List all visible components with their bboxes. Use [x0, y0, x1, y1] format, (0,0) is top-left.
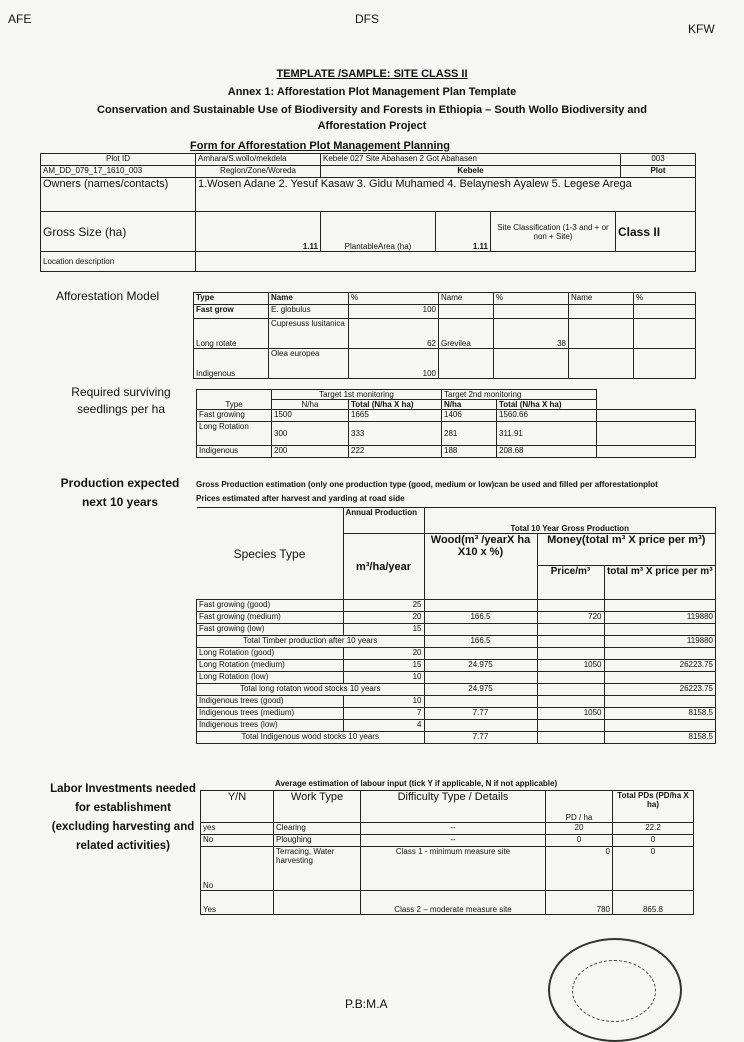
seedlings-cell: 208.68	[497, 446, 597, 458]
model-header: Name	[439, 293, 494, 305]
owners-label: Owners (names/contacts)	[41, 178, 196, 212]
model-cell: Cupresuss lusitanica	[269, 319, 349, 349]
production-price	[537, 720, 604, 732]
production-wood: 166.5	[424, 636, 537, 648]
labor-header: Y/N	[201, 791, 274, 823]
production-species: Fast growing (good)	[197, 600, 344, 612]
plot-id-value: AM_DD_079_17_1610_003	[41, 166, 196, 178]
seedlings-cell: 222	[349, 446, 442, 458]
plot-table	[40, 153, 696, 272]
labor-total: 22.2	[613, 823, 694, 835]
plot-id-label: Plot ID	[41, 154, 196, 166]
model-header: Type	[194, 293, 269, 305]
region-value: Amhara/S.wollo/mekdela	[196, 154, 321, 166]
seedlings-cell: 1406	[442, 410, 497, 422]
location-label: Location description	[41, 252, 196, 272]
production-money: 119880	[604, 636, 716, 648]
model-cell	[634, 319, 696, 349]
seedlings-cell: 300	[272, 422, 349, 446]
labor-table	[200, 790, 694, 915]
production-wood	[424, 648, 537, 660]
seedlings-cell: Indigenous	[197, 446, 272, 458]
production-money	[604, 600, 716, 612]
model-table	[193, 292, 696, 379]
seedlings-sub: N/ha	[272, 400, 349, 410]
production-annual: 10	[343, 672, 424, 684]
header-center: DFS	[355, 12, 379, 26]
model-header: %	[494, 293, 569, 305]
seedlings-cell	[597, 410, 696, 422]
official-stamp-inner	[572, 960, 656, 1022]
money-label: Money(total m³ X price per m³)	[537, 534, 716, 566]
labor-pd: 20	[546, 823, 613, 835]
labor-detail: Class 2 – moderate measure site	[361, 891, 546, 915]
production-annual: 15	[343, 624, 424, 636]
production-wood	[424, 672, 537, 684]
total-production-label: Total 10 Year Gross Production	[424, 508, 716, 534]
model-cell: Grevilea	[439, 319, 494, 349]
labor-detail: --	[361, 823, 546, 835]
model-cell: 38	[494, 319, 569, 349]
plot-label: Plot	[621, 166, 696, 178]
form-title: Form for Afforestation Plot Management Planning	[190, 140, 450, 152]
production-species: Fast growing (low)	[197, 624, 344, 636]
seedlings-table	[196, 389, 696, 458]
gross-size-value: 1.11	[196, 212, 321, 252]
model-cell: E. globulus	[269, 305, 349, 319]
production-wood	[424, 696, 537, 708]
location-value	[196, 252, 696, 272]
production-total-label: Total Indigenous wood stocks 10 years	[197, 732, 425, 744]
seedlings-cell: 333	[349, 422, 442, 446]
seedlings-sub: Total (N/ha X ha)	[497, 400, 597, 410]
header-left: AFE	[8, 12, 32, 26]
model-cell: 100	[349, 305, 439, 319]
seedlings-label: Required surviving seedlings per ha	[71, 385, 171, 416]
model-cell: Olea europea	[269, 349, 349, 379]
seedlings-blank	[597, 400, 696, 410]
seedlings-cell: 188	[442, 446, 497, 458]
total-price-label: total m³ X price per m³	[604, 566, 716, 600]
model-cell	[439, 305, 494, 319]
production-annual: 10	[343, 696, 424, 708]
labor-work: Terracing, Water harvesting	[274, 847, 361, 891]
production-total-label: Total Timber production after 10 years	[197, 636, 425, 648]
production-species: Fast growing (medium)	[197, 612, 344, 624]
labor-total: 865.8	[613, 891, 694, 915]
production-wood: 7.77	[424, 732, 537, 744]
labor-work	[274, 891, 361, 915]
production-money	[604, 648, 716, 660]
model-cell: Fast grow	[194, 305, 269, 319]
production-table	[196, 507, 716, 744]
seedlings-h2: Target 2nd monitoring	[442, 390, 597, 400]
production-wood	[424, 600, 537, 612]
wood-label: Wood(m³ /yearX ha X10 x %)	[424, 534, 537, 600]
labor-total: 0	[613, 835, 694, 847]
production-price: 1050	[537, 708, 604, 720]
site-class-label: Site Classification (1-3 and + or non + Site)	[491, 212, 616, 252]
labor-header: PD / ha	[546, 791, 613, 823]
model-cell	[634, 305, 696, 319]
seedlings-cell	[597, 446, 696, 458]
project-title-1: Conservation and Sustainable Use of Biodiversity and Forests in Ethiopia – South Wollo Biodiversity and	[97, 104, 647, 116]
production-money: 26223.75	[604, 684, 716, 696]
model-cell	[569, 305, 634, 319]
labor-header: Work Type	[274, 791, 361, 823]
production-annual: 4	[343, 720, 424, 732]
price-label: Price/m³	[537, 566, 604, 600]
labor-yn: yes	[201, 823, 274, 835]
model-header: %	[634, 293, 696, 305]
production-wood: 166.5	[424, 612, 537, 624]
production-annual: 15	[343, 660, 424, 672]
production-money: 119880	[604, 612, 716, 624]
labor-detail: --	[361, 835, 546, 847]
production-species: Long Rotation (good)	[197, 648, 344, 660]
labor-detail: Class 1 - minimum measure site	[361, 847, 546, 891]
production-wood: 24.975	[424, 660, 537, 672]
unit-label: m³/ha/year	[343, 534, 424, 600]
model-cell	[494, 349, 569, 379]
production-price	[537, 696, 604, 708]
production-price: 1050	[537, 660, 604, 672]
annex-title: Annex 1: Afforestation Plot Management Plan Template	[227, 86, 517, 98]
model-cell	[494, 305, 569, 319]
model-cell: Indigenous	[194, 349, 269, 379]
labor-pd: 0	[546, 847, 613, 891]
production-money: 26223.75	[604, 660, 716, 672]
labor-work: Clearing	[274, 823, 361, 835]
labor-yn: No	[201, 835, 274, 847]
seedlings-cell: Fast growing	[197, 410, 272, 422]
production-price	[537, 636, 604, 648]
plantable-value: 1.11	[436, 212, 491, 252]
model-header: Name	[569, 293, 634, 305]
seedlings-sub: Type	[197, 400, 272, 410]
model-cell	[569, 319, 634, 349]
production-price	[537, 648, 604, 660]
model-header: Name	[269, 293, 349, 305]
labor-yn: No	[201, 847, 274, 891]
production-wood: 24.975	[424, 684, 537, 696]
model-cell: 100	[349, 349, 439, 379]
model-label: Afforestation Model	[56, 289, 160, 303]
production-label: Production expected next 10 years	[60, 476, 180, 509]
production-price	[537, 600, 604, 612]
production-total-label: Total long rotaton wood stocks 10 years	[197, 684, 425, 696]
seedlings-sub: N/ha	[442, 400, 497, 410]
production-species: Long Rotation (low)	[197, 672, 344, 684]
owners-value: 1.Wosen Adane 2. Yesuf Kasaw 3. Gidu Muhamed 4. Belaynesh Ayalew 5. Legese Arega	[196, 178, 696, 212]
production-wood: 7.77	[424, 708, 537, 720]
gross-size-label: Gross Size (ha)	[41, 212, 196, 252]
seedlings-cell: Long Rotation	[197, 422, 272, 446]
footer-initials: P.B:M.A	[345, 997, 388, 1011]
labor-header: Difficulty Type / Details	[361, 791, 546, 823]
seedlings-cell: 1560.66	[497, 410, 597, 422]
plantable-label: PlantableArea (ha)	[321, 212, 436, 252]
production-money	[604, 696, 716, 708]
seedlings-blank	[197, 390, 272, 400]
production-species: Indigenous trees (medium)	[197, 708, 344, 720]
project-title-2: Afforestation Project	[317, 120, 427, 132]
seedlings-cell: 281	[442, 422, 497, 446]
production-price	[537, 672, 604, 684]
production-money	[604, 672, 716, 684]
seedlings-cell: 1500	[272, 410, 349, 422]
production-annual: 20	[343, 612, 424, 624]
template-title: TEMPLATE /SAMPLE: SITE CLASS II	[276, 68, 468, 80]
seedlings-cell	[597, 422, 696, 446]
labor-yn: Yes	[201, 891, 274, 915]
production-wood	[424, 624, 537, 636]
header-right: KFW	[688, 22, 715, 36]
labor-note: Average estimation of labour input (tick Y if applicable, N if not applicable)	[275, 779, 558, 788]
production-money	[604, 624, 716, 636]
kebele-site: Kebele 027 Site Abahasen 2 Got Abahasen	[321, 154, 621, 166]
plot-number: 003	[621, 154, 696, 166]
production-price	[537, 732, 604, 744]
model-cell	[569, 349, 634, 379]
labor-label: Labor Investments needed for establishment (excluding harvesting and related activities)	[50, 783, 196, 852]
model-cell: Long rotate	[194, 319, 269, 349]
site-class-value: Class II	[616, 212, 696, 252]
production-annual: 20	[343, 648, 424, 660]
labor-header: Total PDs (PD/ha X ha)	[613, 791, 694, 823]
production-money	[604, 720, 716, 732]
production-note: Gross Production estimation (only one production type (good, medium or low)can be used and filled per afforestationplot Prices estimated after harvest and yarding at road side	[196, 480, 658, 503]
production-species: Indigenous trees (good)	[197, 696, 344, 708]
model-cell	[439, 349, 494, 379]
production-price	[537, 624, 604, 636]
seedlings-cell: 200	[272, 446, 349, 458]
production-wood	[424, 720, 537, 732]
production-species: Indigenous trees (low)	[197, 720, 344, 732]
labor-pd: 780	[546, 891, 613, 915]
seedlings-cell: 1665	[349, 410, 442, 422]
seedlings-blank	[597, 390, 696, 400]
region-label: Region/Zone/Woreda	[196, 166, 321, 178]
labor-total: 0	[613, 847, 694, 891]
production-money: 8158.5	[604, 708, 716, 720]
production-price: 720	[537, 612, 604, 624]
model-header: %	[349, 293, 439, 305]
annual-production-label: Annual Production	[343, 508, 424, 534]
production-annual: 7	[343, 708, 424, 720]
production-price	[537, 684, 604, 696]
production-annual: 25	[343, 600, 424, 612]
labor-pd: 0	[546, 835, 613, 847]
model-cell: 62	[349, 319, 439, 349]
seedlings-sub: Total (N/ha X ha)	[349, 400, 442, 410]
production-species: Long Rotation (medium)	[197, 660, 344, 672]
seedlings-h1: Target 1st monitoring	[272, 390, 442, 400]
production-money: 8158.5	[604, 732, 716, 744]
species-type-label: Species Type	[197, 508, 344, 600]
model-cell	[634, 349, 696, 379]
labor-work: Ploughing	[274, 835, 361, 847]
kebele-label: Kebele	[321, 166, 621, 178]
seedlings-cell: 311.91	[497, 422, 597, 446]
